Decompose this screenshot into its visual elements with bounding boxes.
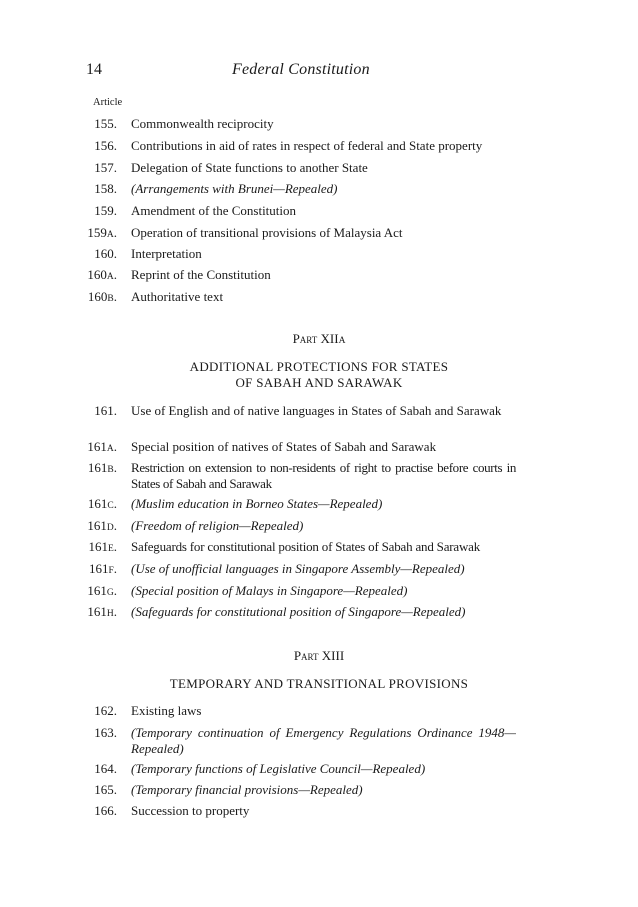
article-number: 161 [87,439,107,454]
article-title: (Freedom of religion—Repealed) [131,518,304,533]
part-xiia-heading-line1: ADDITIONAL PROTECTIONS FOR STATES [189,359,449,374]
article-title: (Use of unofficial languages in Singapore Assembly—Repealed) [131,561,465,576]
article-number: 161 [87,518,107,533]
article-number: 157 [94,160,114,175]
article-suffix: D [106,523,114,533]
article-number: 161 [87,496,108,511]
article-suffix: B [107,465,114,475]
article-number: 161 [87,460,108,475]
article-number: 162 [94,703,114,718]
article-number: 160 [87,267,107,282]
article-title: Interpretation [131,246,202,261]
article-title: Existing laws [131,703,202,718]
article-column-label: Article [93,97,123,108]
article-suffix: E [107,544,114,554]
article-number: 161 [94,403,114,418]
article-number: 159 [94,203,114,218]
article-number: 161 [88,561,109,576]
article-number: 161 [87,604,107,619]
article-title: (Temporary functions of Legislative Council—Repealed) [131,761,426,776]
article-title: Restriction on extension to non-residents of right to practise before courts in States of Sabah and Sarawak [131,460,516,491]
article-title: (Temporary financial provisions—Repealed) [131,782,363,797]
article-title: Safeguards for constitutional position of States of Sabah and Sarawak [131,539,481,554]
article-title: (Temporary continuation of Emergency Regulations Ordinance 1948—Repealed) [131,725,516,756]
article-title: Amendment of the Constitution [131,203,297,218]
article-suffix: A [106,272,114,282]
article-title: (Safeguards for constitutional position of Singapore—Repealed) [131,604,466,619]
article-title: Commonwealth reciprocity [131,116,274,131]
article-number: 161 [87,583,107,598]
article-title: Authoritative text [131,289,224,304]
page-number: 14 [86,61,102,78]
article-title: Succession to property [131,803,250,818]
article-suffix: A [106,444,114,454]
article-title: Delegation of State functions to another State [131,160,368,175]
article-suffix: C [107,501,114,511]
running-title: Federal Constitution [232,61,370,78]
article-number: 166 [94,803,114,818]
article-title: Reprint of the Constitution [131,267,271,282]
article-title: (Muslim education in Borneo States—Repealed) [131,496,383,511]
article-title: Special position of natives of States of Sabah and Sarawak [131,439,437,454]
article-title: (Arrangements with Brunei—Repealed) [131,181,338,196]
article-number: 158 [94,181,114,196]
article-title: Use of English and of native languages in States of Sabah and Sarawak [131,403,502,418]
article-suffix: G [106,588,114,598]
article-number: 155 [94,116,114,131]
article-number: 159 [87,225,107,240]
article-number: 164 [94,761,114,776]
part-xiia-label: Part XIIA [292,331,346,346]
article-number: 156 [94,138,114,153]
article-number: 160 [94,246,114,261]
article-title: Contributions in aid of rates in respect of federal and State property [131,138,483,153]
article-suffix: A [106,230,114,240]
article-title: (Special position of Malays in Singapore—Repealed) [131,583,408,598]
part-xiii-label: Part XIII [293,648,345,663]
article-suffix: F [108,566,114,576]
part-xiia-heading-line2: OF SABAH AND SARAWAK [235,375,403,390]
article-suffix: B [107,294,114,304]
article-number: 160 [87,289,108,304]
article-number: 165 [94,782,114,797]
article-title: Operation of transitional provisions of Malaysia Act [131,225,403,240]
article-number: 161 [88,539,108,554]
part-xiii-heading: TEMPORARY AND TRANSITIONAL PROVISIONS [169,676,469,691]
article-suffix: H [106,609,114,619]
article-number: 163 [94,725,114,740]
